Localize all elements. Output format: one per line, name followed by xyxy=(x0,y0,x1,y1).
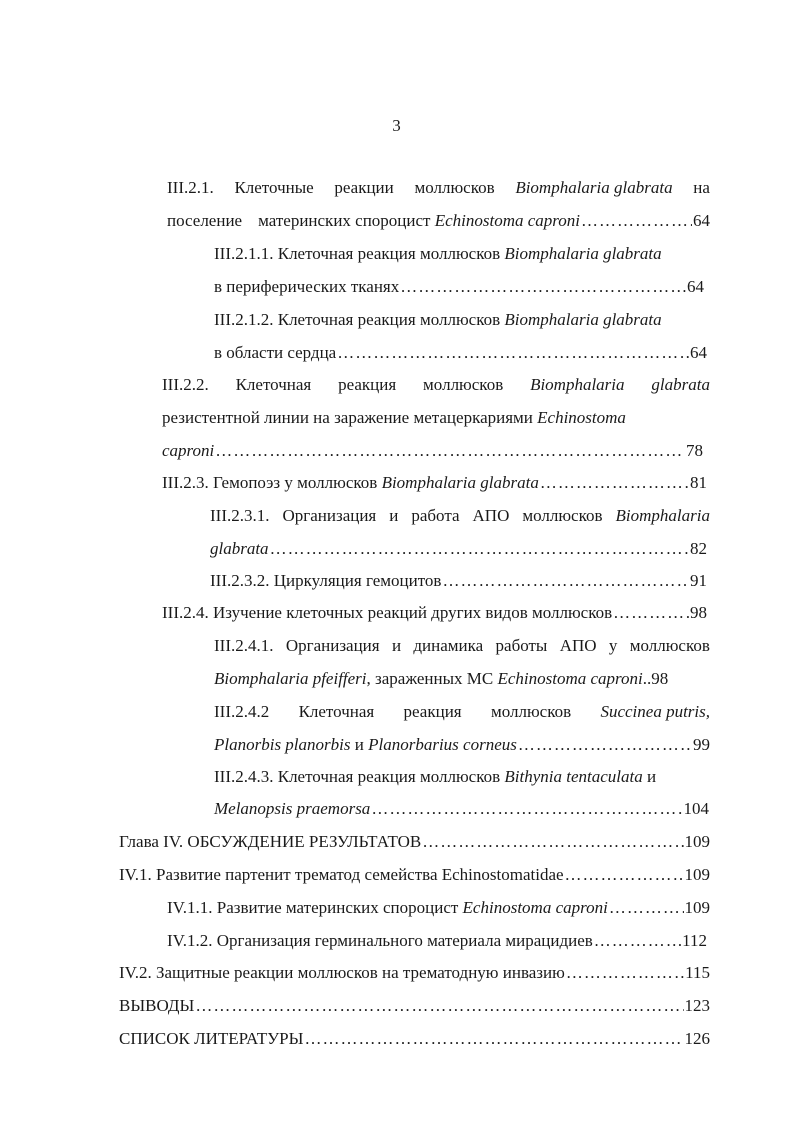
toc-page-number: 64 xyxy=(687,277,704,296)
toc-page-number: 115 xyxy=(685,963,710,982)
toc-page-number: 109 xyxy=(684,898,710,917)
toc-page-number: 81 xyxy=(690,473,707,492)
toc-page-number: 98 xyxy=(690,603,707,622)
toc-entry-3-2-1-1-line1: III.2.1.1. Клеточная реакция моллюсков Biomphalaria glabrata xyxy=(214,244,662,263)
toc-page-number: 112 xyxy=(682,931,707,950)
toc-page-number: 91 xyxy=(690,571,707,590)
toc-page-number: 123 xyxy=(684,996,710,1015)
toc-entry-4-1-1: IV.1.1. Развитие материнских спороцист Echinostoma caproni …………………………………………………………………………………………………………………………………………………………………… 109 xyxy=(167,897,710,919)
toc-page-number: 64 xyxy=(693,211,710,230)
toc-entry-3-2-3-1-line1: III.2.3.1. Организация и работа АПО моллюсков Biomphalaria xyxy=(210,506,710,525)
toc-entry-3-2-3-1-line2: glabrata …………………………………………………………………………………………………………………………………………………………………… 82 xyxy=(210,538,707,560)
toc-page-number: 78 xyxy=(686,441,703,460)
page-number: 3 xyxy=(392,116,401,135)
toc-entry-conclusions: ВЫВОДЫ …………………………………………………………………………………………………………………………………………………………………… 123 xyxy=(119,995,710,1017)
toc-entry-3-2-1-2-line2: в области сердца …………………………………………………………………………………………………………………………………………………………………… 64 xyxy=(214,342,707,364)
toc-entry-3-2-4-2-line1: III.2.4.2 Клеточная реакция моллюсков Succinea putris, xyxy=(214,702,710,721)
toc-page-number: 64 xyxy=(690,343,707,362)
toc-entry-4-1: IV.1. Развитие партенит трематод семейства Echinostomatidae …………………………………………………………………………………………………………………………………………………………………… 109 xyxy=(119,864,710,886)
toc-page-number: 99 xyxy=(693,735,710,754)
toc-entry-3-2-1-2-line1: III.2.1.2. Клеточная реакция моллюсков Biomphalaria glabrata xyxy=(214,310,662,329)
toc-entry-3-2-2-line2: резистентной линии на заражение метацеркариями Echinostoma xyxy=(162,408,626,427)
toc-entry-4-2: IV.2. Защитные реакции моллюсков на трематодную инвазию …………………………………………………………………………………………………………………………………………………………………… 115 xyxy=(119,962,710,984)
toc-entry-3-2-2-line3: caproni …………………………………………………………………………………………………………………………………………………………………… 78 xyxy=(162,440,703,462)
toc-entry-3-2-1-line1: III.2.1. Клеточные реакции моллюсков Biomphalaria glabrata на xyxy=(167,178,710,197)
toc-entry-3-2-4-3-line2: Melanopsis praemorsa …………………………………………………………………………………………………………………………………………………………………… 104 xyxy=(214,798,709,820)
toc-page-number: 109 xyxy=(684,865,710,884)
toc-entry-3-2-3-2: III.2.3.2. Циркуляция гемоцитов …………………………………………………………………………………………………………………………………………………………………… 91 xyxy=(210,570,707,592)
toc-entry-3-2-3: III.2.3. Гемопоэз у моллюсков Biomphalaria glabrata …………………………………………………………………………………………………………………………………………………………………… 81 xyxy=(162,472,707,494)
toc-entry-3-2-4-3-line1: III.2.4.3. Клеточная реакция моллюсков Bithynia tentaculata и xyxy=(214,767,657,786)
toc-entry-4-1-2: IV.1.2. Организация герминального материала мирацидиев …………………………………………………………………………………………………………………………………………………………………… 112 xyxy=(167,930,707,952)
toc-entry-3-2-4-1-line1: III.2.4.1. Организация и динамика работы АПО у моллюсков xyxy=(214,636,710,655)
toc-page-number: ..98 xyxy=(642,669,669,688)
toc-entry-3-2-1-line2: поселение материнских спороцист Echinostoma caproni …………………………………………………………………………………………………………………………………………………………………… 64 xyxy=(167,210,710,232)
toc-entry-references: СПИСОК ЛИТЕРАТУРЫ …………………………………………………………………………………………………………………………………………………………………… 126 xyxy=(119,1028,710,1050)
toc-entry-chapter-4: Глава IV. ОБСУЖДЕНИЕ РЕЗУЛЬТАТОВ …………………………………………………………………………………………………………………………………………………………………… 109 xyxy=(119,831,710,853)
toc-entry-3-2-1-1-line2: в периферических тканях …………………………………………………………………………………………………………………………………………………………………… 64 xyxy=(214,276,704,298)
toc-page-number: 82 xyxy=(690,539,707,558)
toc-page-number: 126 xyxy=(684,1029,710,1048)
toc-entry-3-2-4-1-line2: Biomphalaria pfeifferi, зараженных МС Echinostoma caproni..98 xyxy=(214,669,669,688)
toc-entry-3-2-4-2-line2: Planorbis planorbis и Planorbarius corneus …………………………………………………………………………………………………………………………………………………………………… 99 xyxy=(214,734,710,756)
toc-page-number: 109 xyxy=(684,832,710,851)
toc-entry-3-2-4: III.2.4. Изучение клеточных реакций других видов моллюсков …………………………………………………………………………………………………………………………………………………………………… 98 xyxy=(162,602,707,624)
toc-page-number: 104 xyxy=(683,799,709,818)
toc-entry-3-2-2-line1: III.2.2. Клеточная реакция моллюсков Biomphalaria glabrata xyxy=(162,375,710,394)
